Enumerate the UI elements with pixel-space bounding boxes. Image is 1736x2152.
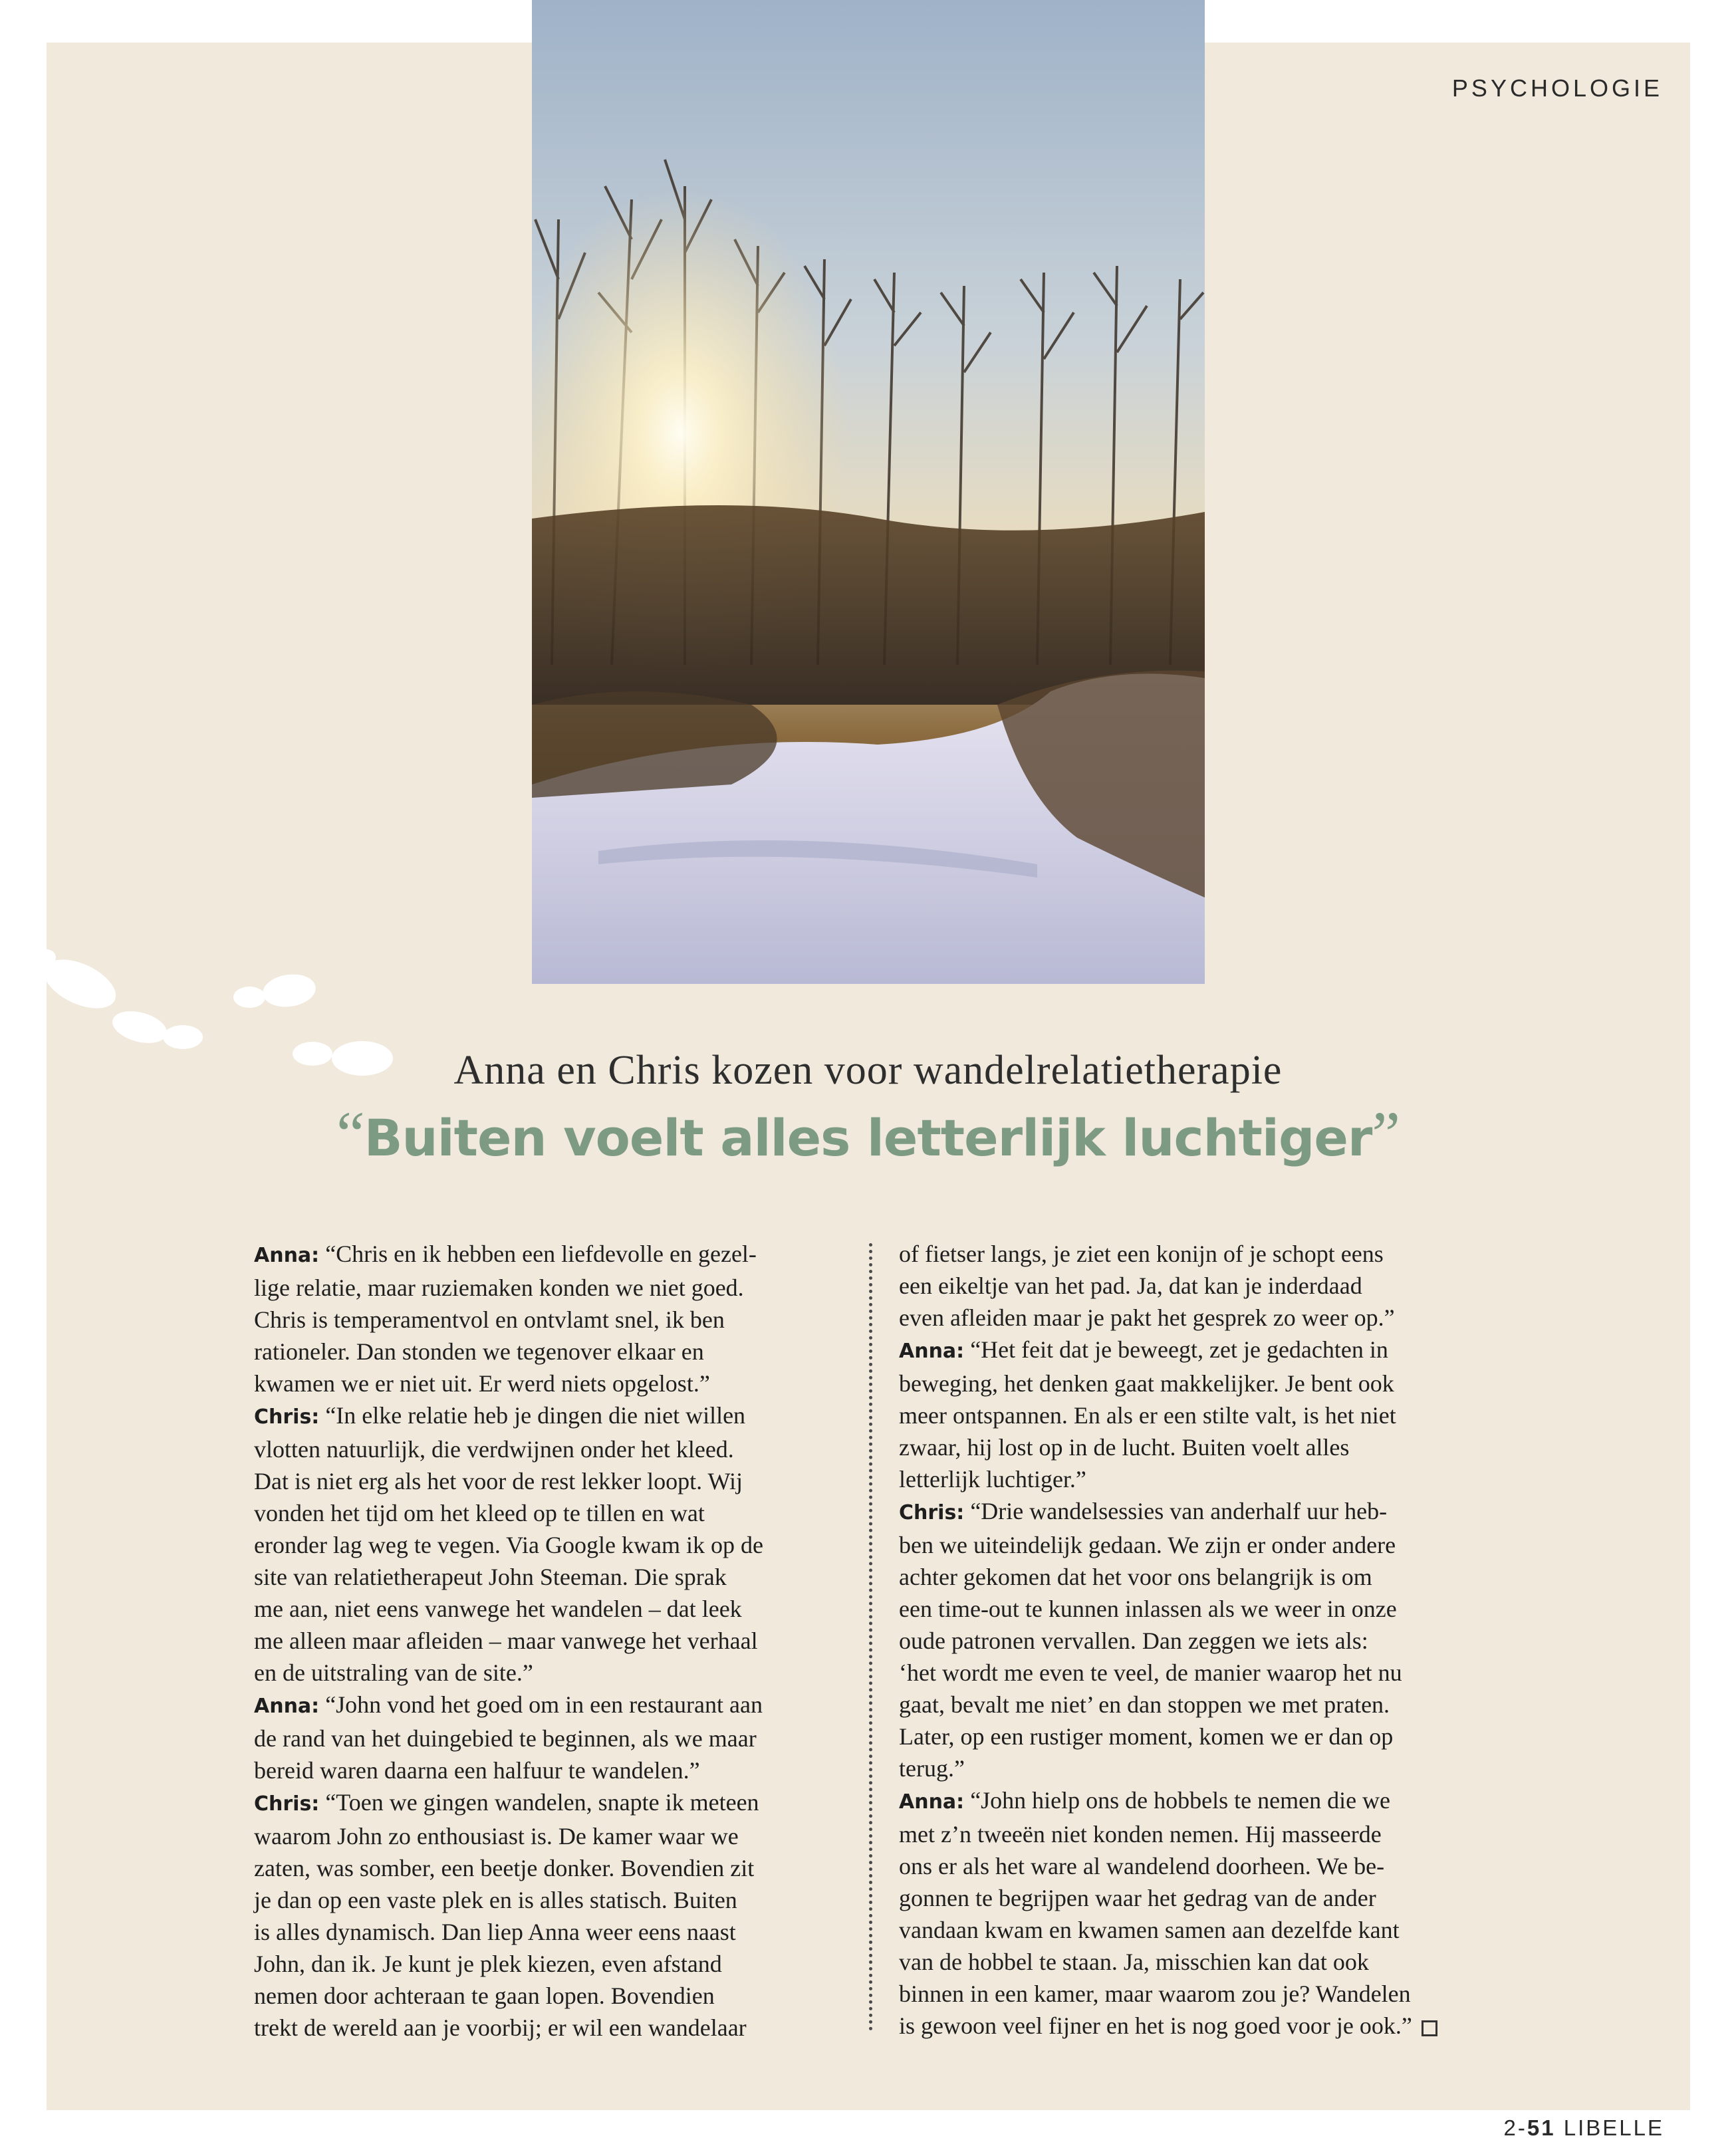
line-text: ben we uiteindelijk gedaan. We zijn er onder andere [899,1532,1396,1558]
text-line [899,1882,1494,1914]
page-number: 51 [1527,2115,1556,2140]
text-line [899,1946,1494,1978]
article-subtitle: Anna en Chris kozen voor wandelrelatietherapie [453,1048,1283,1093]
line-text: lige relatie, maar ruziemaken konden we niet goed. [254,1274,744,1301]
text-line [254,1916,849,1948]
line-text: van de hobbel te staan. Ja, misschien kan dat ook [899,1949,1369,1975]
text-line [899,1784,1494,1818]
line-text: zaten, was somber, een beetje donker. Bovendien zit [254,1855,755,1881]
text-line [254,1657,849,1689]
text-line [899,1463,1494,1495]
line-text: bereid waren daarna een halfuur te wandelen.” [254,1757,700,1784]
text-line [254,1336,849,1368]
line-text: Chris is temperamentvol en ontvlamt snel, ik ben [254,1306,725,1333]
line-text: vonden het tijd om het kleed op te tillen en wat [254,1500,705,1526]
line-text: beweging, het denken gaat makkelijker. Je bent ook [899,1370,1394,1397]
line-text: kwamen we er niet uit. Er werd niets opgelost.” [254,1370,710,1397]
text-line [899,1752,1494,1784]
speaker-label: Chris: [254,1792,320,1816]
open-quote: “ [336,1098,364,1169]
headline-text: Buiten voelt alles letterlijk luchtiger [364,1108,1372,1167]
line-text: eronder lag weg te vegen. Via Google kwam ik op de [254,1532,763,1558]
line-text: binnen in een kamer, maar waarom zou je? Wandelen [899,1980,1411,2007]
text-line [899,1399,1494,1431]
section-label: PSYCHOLOGIE [1451,74,1663,102]
text-line [254,1497,849,1529]
text-line [899,1495,1494,1529]
text-line [254,1980,849,2012]
line-text: Dat is niet erg als het voor de rest lekker loopt. Wij [254,1468,743,1494]
column-divider [869,1243,872,2031]
text-line [899,1689,1494,1721]
line-text: een eikeltje van het pad. Ja, dat kan je inderdaad [899,1272,1362,1299]
line-text: is gewoon veel fijner en het is nog goed voor je ook.” [899,2012,1412,2039]
text-line [254,1852,849,1884]
line-text: vlotten natuurlijk, die verdwijnen onder het kleed. [254,1436,734,1463]
close-quote: ” [1372,1098,1400,1169]
text-line [254,1399,849,1433]
line-text: zwaar, hij lost op in de lucht. Buiten voelt alles [899,1434,1350,1461]
text-line [899,1978,1494,2010]
text-line [254,1593,849,1625]
text-line [254,2012,849,2044]
line-text: “Chris en ik hebben een liefdevolle en gezel- [319,1241,757,1267]
text-column-left [254,1238,849,2044]
text-line [254,1272,849,1304]
text-line [899,1593,1494,1625]
text-line [254,1304,849,1336]
line-text: oude patronen vervallen. Dan zeggen we iets als: [899,1627,1368,1654]
text-line [899,1625,1494,1657]
speaker-label: Chris: [899,1501,965,1524]
line-text: site van relatietherapeut John Steeman. Die sprak [254,1564,727,1590]
text-line [899,1529,1494,1561]
text-line [254,1820,849,1852]
text-line [254,1786,849,1820]
text-line [899,1657,1494,1689]
line-text: je dan op een vaste plek en is alles statisch. Buiten [254,1887,737,1913]
text-line [899,1334,1494,1368]
line-text: gonnen te begrijpen waar het gedrag van de ander [899,1885,1376,1911]
text-line [254,1754,849,1786]
text-line [899,1818,1494,1850]
line-text: me alleen maar afleiden – maar vanwege het verhaal [254,1627,758,1654]
text-line [899,1914,1494,1946]
speaker-label: Chris: [254,1405,320,1429]
text-line [254,1561,849,1593]
line-text: Later, op een rustiger moment, komen we er dan op [899,1723,1394,1750]
text-line [254,1948,849,1980]
line-text: “Het feit dat je beweegt, zet je gedachten in [964,1336,1388,1363]
text-line [254,1238,849,1272]
text-line [254,1368,849,1399]
end-of-article-mark [1422,2020,1437,2036]
text-line [899,1368,1494,1399]
line-text: en de uitstraling van de site.” [254,1659,533,1686]
text-line [899,1721,1494,1752]
line-text: “In elke relatie heb je dingen die niet willen [319,1402,746,1429]
line-text: John, dan ik. Je kunt je plek kiezen, even afstand [254,1951,722,1977]
text-line [899,1238,1494,1270]
text-line [254,1723,849,1754]
text-line [899,1561,1494,1593]
text-line [254,1529,849,1561]
text-line [254,1465,849,1497]
text-line [254,1884,849,1916]
line-text: letterlijk luchtiger.” [899,1466,1086,1493]
line-text: vandaan kwam en kwamen samen aan dezelfde kant [899,1917,1400,1943]
line-text: de rand van het duingebied te beginnen, als we maar [254,1725,757,1752]
line-text: waarom John zo enthousiast is. De kamer waar we [254,1823,739,1850]
text-line [254,1433,849,1465]
magazine-name: LIBELLE [1563,2115,1664,2140]
line-text: is alles dynamisch. Dan liep Anna weer eens naast [254,1919,736,1945]
line-text: of fietser langs, je ziet een konijn of je schopt eens [899,1241,1384,1267]
speaker-label: Anna: [899,1790,965,1814]
text-line [254,1689,849,1723]
line-text: rationeler. Dan stonden we tegenover elkaar en [254,1338,704,1365]
line-text: “John vond het goed om in een restaurant aan [319,1691,763,1718]
line-text: met z’n tweeën niet konden nemen. Hij masseerde [899,1821,1382,1848]
speaker-label: Anna: [254,1244,320,1267]
line-text: terug.” [899,1755,965,1782]
line-text: “Drie wandelsessies van anderhalf uur heb- [964,1498,1388,1524]
text-line [899,2010,1494,2042]
line-text: even afleiden maar je pakt het gesprek zo weer op.” [899,1304,1395,1331]
line-text: gaat, bevalt me niet’ en dan stoppen we met praten. [899,1691,1390,1718]
text-line [899,1270,1494,1302]
article-headline [0,1097,1736,1171]
line-text: trekt de wereld aan je voorbij; er wil een wandelaar [254,2014,747,2041]
line-text: meer ontspannen. En als er een stilte valt, is het niet [899,1402,1396,1429]
line-text: “John hielp ons de hobbels te nemen die we [964,1787,1391,1814]
speaker-label: Anna: [254,1695,320,1718]
text-line [899,1302,1494,1334]
line-text: ons er als het ware al wandelend doorheen. We be- [899,1853,1385,1879]
page-folio [1504,2115,1665,2141]
line-text: nemen door achteraan te gaan lopen. Bovendien [254,1982,715,2009]
text-line [899,1431,1494,1463]
line-text: achter gekomen dat het voor ons belangrijk is om [899,1564,1372,1590]
line-text: me aan, niet eens vanwege het wandelen – dat leek [254,1596,742,1622]
text-column-right [899,1238,1494,2042]
line-text: “Toen we gingen wandelen, snapte ik meteen [319,1789,759,1816]
folio-prefix: 2- [1503,2115,1527,2140]
text-line [899,1850,1494,1882]
winter-forest-photo [532,0,1205,984]
text-line [254,1625,849,1657]
line-text: ‘het wordt me even te veel, de manier waarop het nu [899,1659,1402,1686]
speaker-label: Anna: [899,1340,965,1363]
line-text: een time-out te kunnen inlassen als we weer in onze [899,1596,1397,1622]
